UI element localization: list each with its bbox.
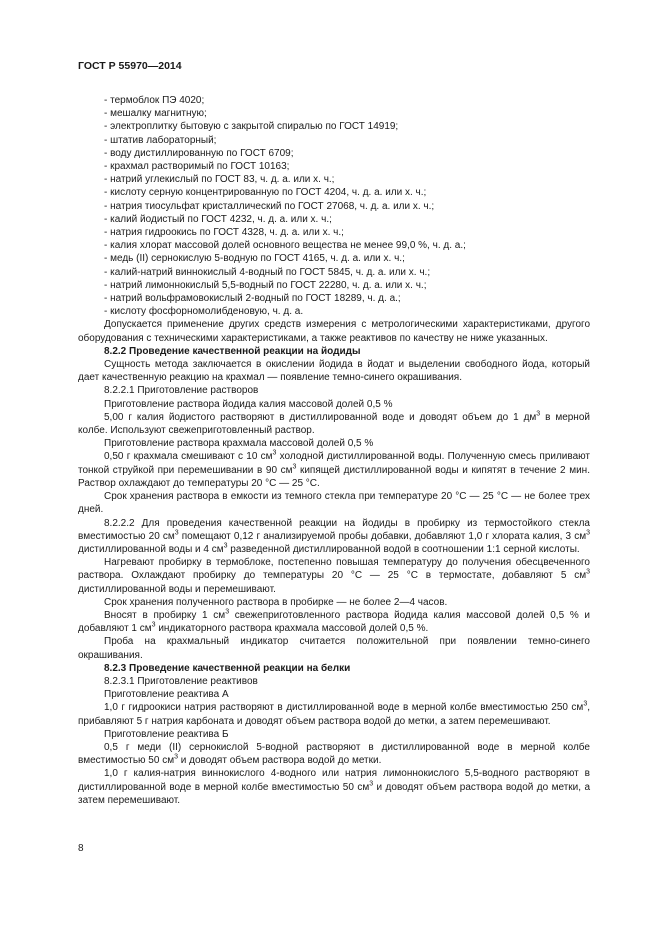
list-item: - термоблок ПЭ 4020; [104, 95, 205, 106]
list-item: - мешалку магнитную; [104, 108, 207, 120]
paragraph: Приготовление реактива Б [104, 728, 229, 740]
text-run: 0,5 г меди (II) сернокислой 5-водной растворяют в дистиллированной воде в мерной колбе вместимостью 50 см [78, 741, 590, 767]
list-item: - натрий лимоннокислый 5,5-водный по ГОСТ 22280, ч. д. а. или х. ч.; [104, 279, 427, 291]
text-run: Нагревают пробирку в термоблоке, постепенно повышая температуру до получения обесцвеченного раствора. Охлаждают пробирку до температуры 20 °С — 25 °С в термостате, добавляют 5 см [78, 557, 590, 582]
section-heading: 8.2.2 Проведение качественной реакции на йодиды [104, 345, 361, 357]
superscript: 3 [174, 753, 178, 761]
paragraph: Приготовление раствора йодида калия массовой долей 0,5 % [104, 398, 393, 410]
superscript: 3 [586, 529, 590, 537]
document-header: ГОСТ Р 55970—2014 [78, 60, 182, 72]
list-item: - натрий углекислый по ГОСТ 83, ч. д. а. или х. ч.; [104, 174, 335, 186]
text-run: и доводят объем раствора водой до метки, а затем перемешивают. [78, 781, 591, 806]
text-run: индикаторного раствора крахмала массовой долей 0,5 %. [155, 623, 429, 635]
page-number: 8 [78, 843, 84, 854]
page-body [78, 94, 590, 807]
paragraph [78, 767, 590, 807]
superscript: 3 [369, 780, 374, 788]
paragraph: Срок хранения полученного раствора в пробирке — не более 2—4 часов. [104, 596, 448, 608]
text-run: Вносят в пробирку 1 см [104, 609, 226, 621]
text-run: разведенной дистиллированной водой в соотношении 1:1 серной кислоты. [227, 543, 580, 555]
subsection-heading: 8.2.3.1 Приготовление реактивов [104, 675, 258, 687]
text-run: холодной дистиллированной воды. Полученную смесь приливают тонкой струйкой при перемешивании в 90 см [78, 451, 591, 476]
paragraph [78, 517, 590, 557]
paragraph: Сущность метода заключается в окислении йодида в йодат и выделении свободного йода, который дает качественную реакцию на крахмал — появление темно-синего окрашивания. [78, 359, 590, 384]
text-run: дистиллированной воды и перемешивают. [78, 583, 276, 595]
text-run: 5,00 г калия йодистого растворяют в дистиллированной воде и доводят объем до 1 дм [104, 411, 537, 423]
text-run: 8.2.2.2 Для проведения качественной реакции на йодиды в пробирку из термостойкого стекла вместимостью 20 см [78, 517, 590, 542]
list-item: - калия хлорат массовой долей основного вещества не менее 99,0 %, ч. д. а.; [104, 240, 466, 252]
text-run: в мерной колбе. Используют свежеприготовленный раствор. [78, 411, 590, 437]
paragraph [78, 411, 590, 437]
list-item: - кислоту фосфорномолибденовую, ч. д. а. [104, 306, 304, 318]
superscript: 3 [536, 410, 541, 418]
superscript: 3 [583, 701, 588, 709]
list-item: - кислоту серную концентрированную по ГОСТ 4204, ч. д. а. или х. ч.; [104, 187, 427, 199]
text-run: 0,50 г крахмала смешивают с 10 см [104, 451, 273, 463]
subsection-heading: 8.2.2.1 Приготовление растворов [104, 385, 259, 397]
paragraph: Приготовление раствора крахмала массовой долей 0,5 % [104, 438, 374, 450]
list-item: - медь (II) сернокислую 5-водную по ГОСТ 4165, ч. д. а. или х. ч.; [104, 253, 405, 265]
paragraph [78, 556, 590, 596]
text-run: , прибавляют 5 г натрия карбоната и доводят объем раствора водой до метки, а затем перемешивают. [78, 702, 590, 727]
superscript: 3 [586, 568, 590, 576]
list-item: - натрия тиосульфат кристаллический по ГОСТ 27068, ч. д. а. или х. ч.; [104, 200, 435, 212]
text-run: кипящей дистиллированной воды и кипятят в течение 2 мин. Раствор охлаждают до температуры 20 °С — 25 °С. [78, 464, 590, 489]
list-item: - воду дистиллированную по ГОСТ 6709; [104, 147, 294, 159]
list-item: - калий йодистый по ГОСТ 4232, ч. д. а. или х. ч.; [104, 213, 332, 225]
superscript: 3 [225, 608, 230, 616]
superscript: 3 [272, 450, 277, 458]
paragraph: Проба на крахмальный индикатор считается положительной при появлении темно-синего окрашивания. [78, 636, 590, 661]
superscript: 3 [292, 463, 297, 471]
section-heading: 8.2.3 Проведение качественной реакции на белки [104, 662, 351, 674]
text-run: дистиллированной воды и 4 см [78, 543, 224, 555]
list-item: - натрий вольфрамовокислый 2-водный по ГОСТ 18289, ч. д. а.; [104, 293, 401, 305]
list-item: - калий-натрий виннокислый 4-водный по ГОСТ 5845, ч. д. а. или х. ч.; [104, 266, 431, 278]
paragraph: Приготовление реактива А [104, 689, 229, 701]
text-run: помещают 0,12 г анализируемой пробы добавки, добавляют 1,0 г хлората калия, 3 см [178, 530, 587, 542]
paragraph: Допускается применение других средств измерения с метрологическими характеристиками, другого оборудования с техническими характеристиками, а также реактивов по качеству не ниже указанных. [78, 319, 590, 344]
paragraph [78, 450, 590, 490]
list-item: - штатив лабораторный; [104, 134, 217, 146]
paragraph: Срок хранения раствора в емкости из темного стекла при температуре 20 °С — 25 °С — не более трех дней. [78, 491, 590, 516]
text-run: 1,0 г гидроокиси натрия растворяют в дистиллированной воде в мерной колбе вместимостью 250 см [104, 702, 584, 714]
list-item: - электроплитку бытовую с закрытой спиралью по ГОСТ 14919; [104, 121, 399, 133]
superscript: 3 [151, 621, 156, 629]
text-run: свежеприготовленного раствора йодида калия массовой долей 0,5 % и добавляют 1 см [78, 609, 590, 635]
paragraph [78, 701, 590, 727]
text-run: и доводят объем раствора водой до метки. [178, 755, 382, 767]
equipment-list [78, 94, 590, 318]
superscript: 3 [223, 542, 228, 550]
superscript: 3 [174, 529, 179, 537]
list-item: - крахмал растворимый по ГОСТ 10163; [104, 161, 290, 173]
text-run: 1,0 г калия-натрия виннокислого 4-водного или натрия лимоннокислого 5,5-водного растворяют в дистиллированной воде в мерной колбе вместимостью 50 см [78, 768, 590, 793]
list-item: - натрия гидроокись по ГОСТ 4328, ч. д. а. или х. ч.; [104, 227, 344, 239]
paragraph [78, 609, 590, 635]
paragraph [78, 741, 590, 767]
